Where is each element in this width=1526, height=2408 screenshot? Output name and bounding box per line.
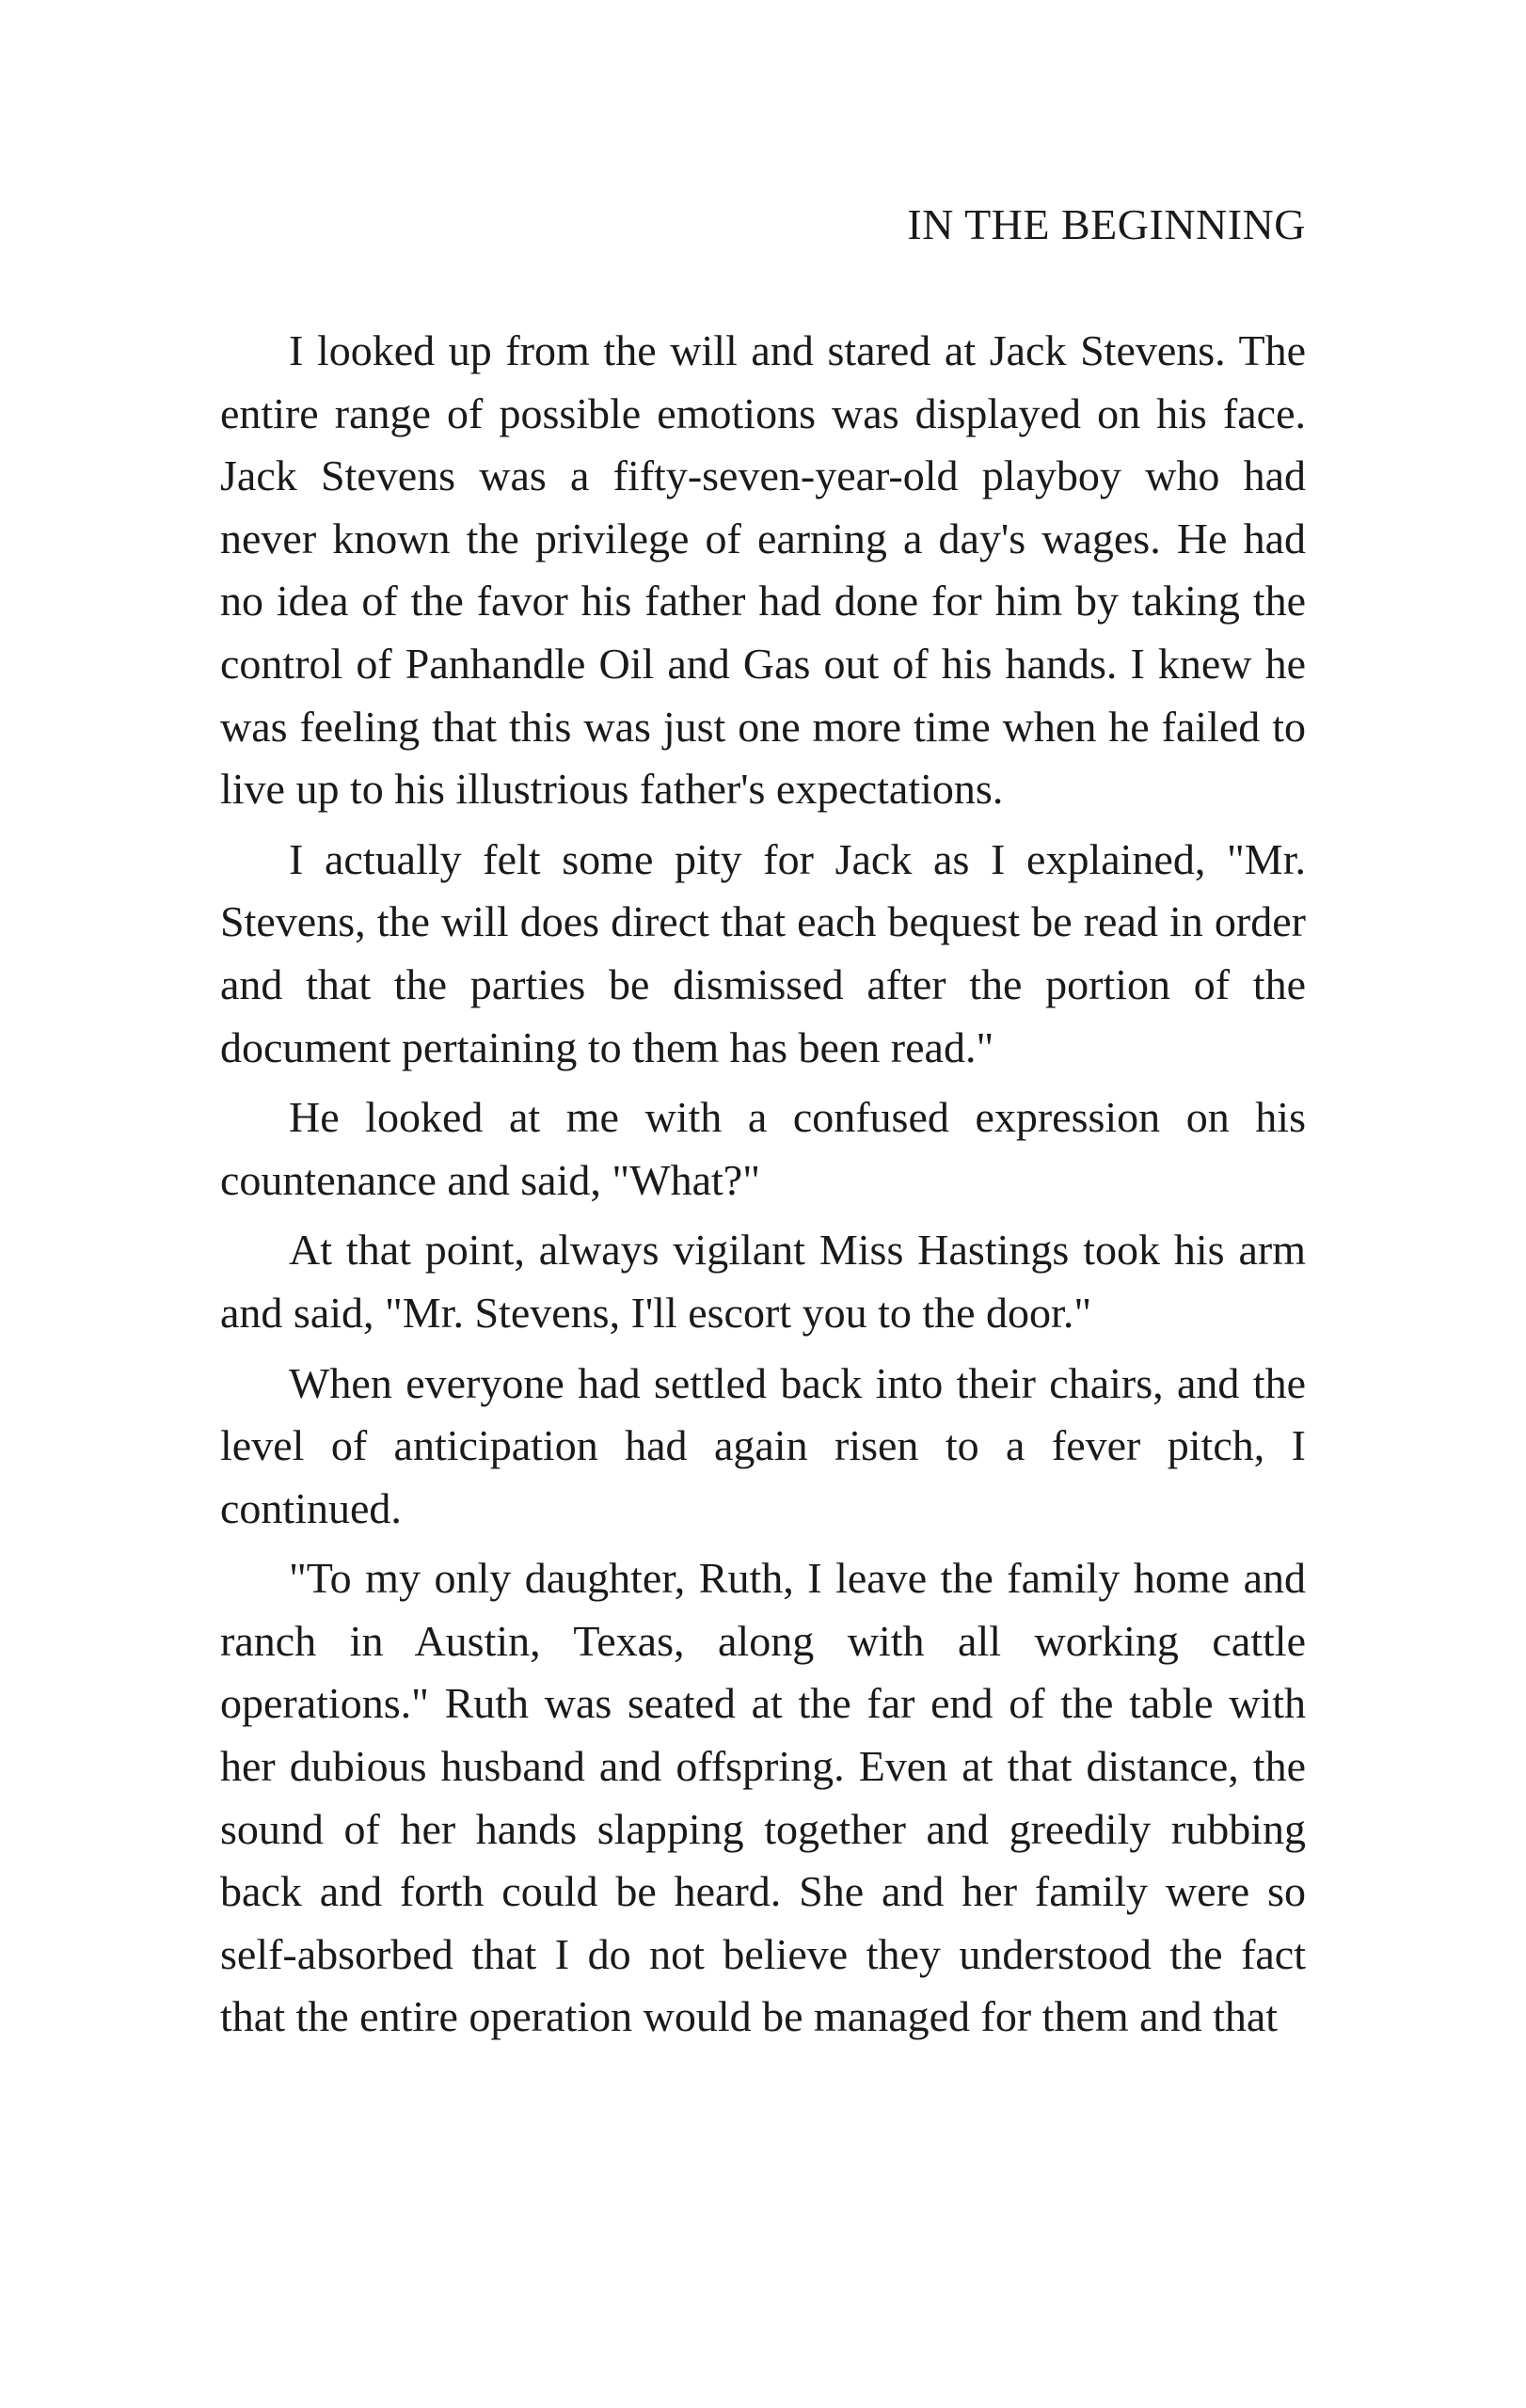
paragraph: He looked at me with a confused expression on his countenance and said, "What?"	[220, 1093, 1306, 1204]
paragraph: I actually felt some pity for Jack as I explained, "Mr. Stevens, the will does direct that each bequest be read in order and that the parties be dismissed after the portion of the document pertaining to them has been read."	[220, 834, 1306, 1071]
running-head: IN THE BEGINNING	[907, 200, 1306, 248]
paragraph: I looked up from the will and stared at Jack Stevens. The entire range of possible emotions was displayed on his face. Jack Stevens was a fifty-seven-year-old playboy who had never known the privilege of earning a day's wages. He had no idea of the favor his father had done for him by taking the control of Panhandle Oil and Gas out of his hands. I knew he was feeling that this was just one more time when he failed to live up to his illustrious father's expectations.	[220, 326, 1306, 814]
body-text	[220, 320, 1306, 2056]
paragraph: When everyone had settled back into their chairs, and the level of anticipation had again risen to a fever pitch, I continued.	[220, 1358, 1306, 1532]
paragraph: At that point, always vigilant Miss Hastings took his arm and said, "Mr. Stevens, I'll escort you to the door."	[220, 1226, 1306, 1337]
paragraph: "To my only daughter, Ruth, I leave the family home and ranch in Austin, Texas, along with all working cattle operations." Ruth was seated at the far end of the table with her dubious husband and offspring. Even at that distance, the sound of her hands slapping together and greedily rubbing back and forth could be heard. She and her family were so self-absorbed that I do not believe they understood the fact that the entire operation would be managed for them and that	[220, 1554, 1306, 2041]
